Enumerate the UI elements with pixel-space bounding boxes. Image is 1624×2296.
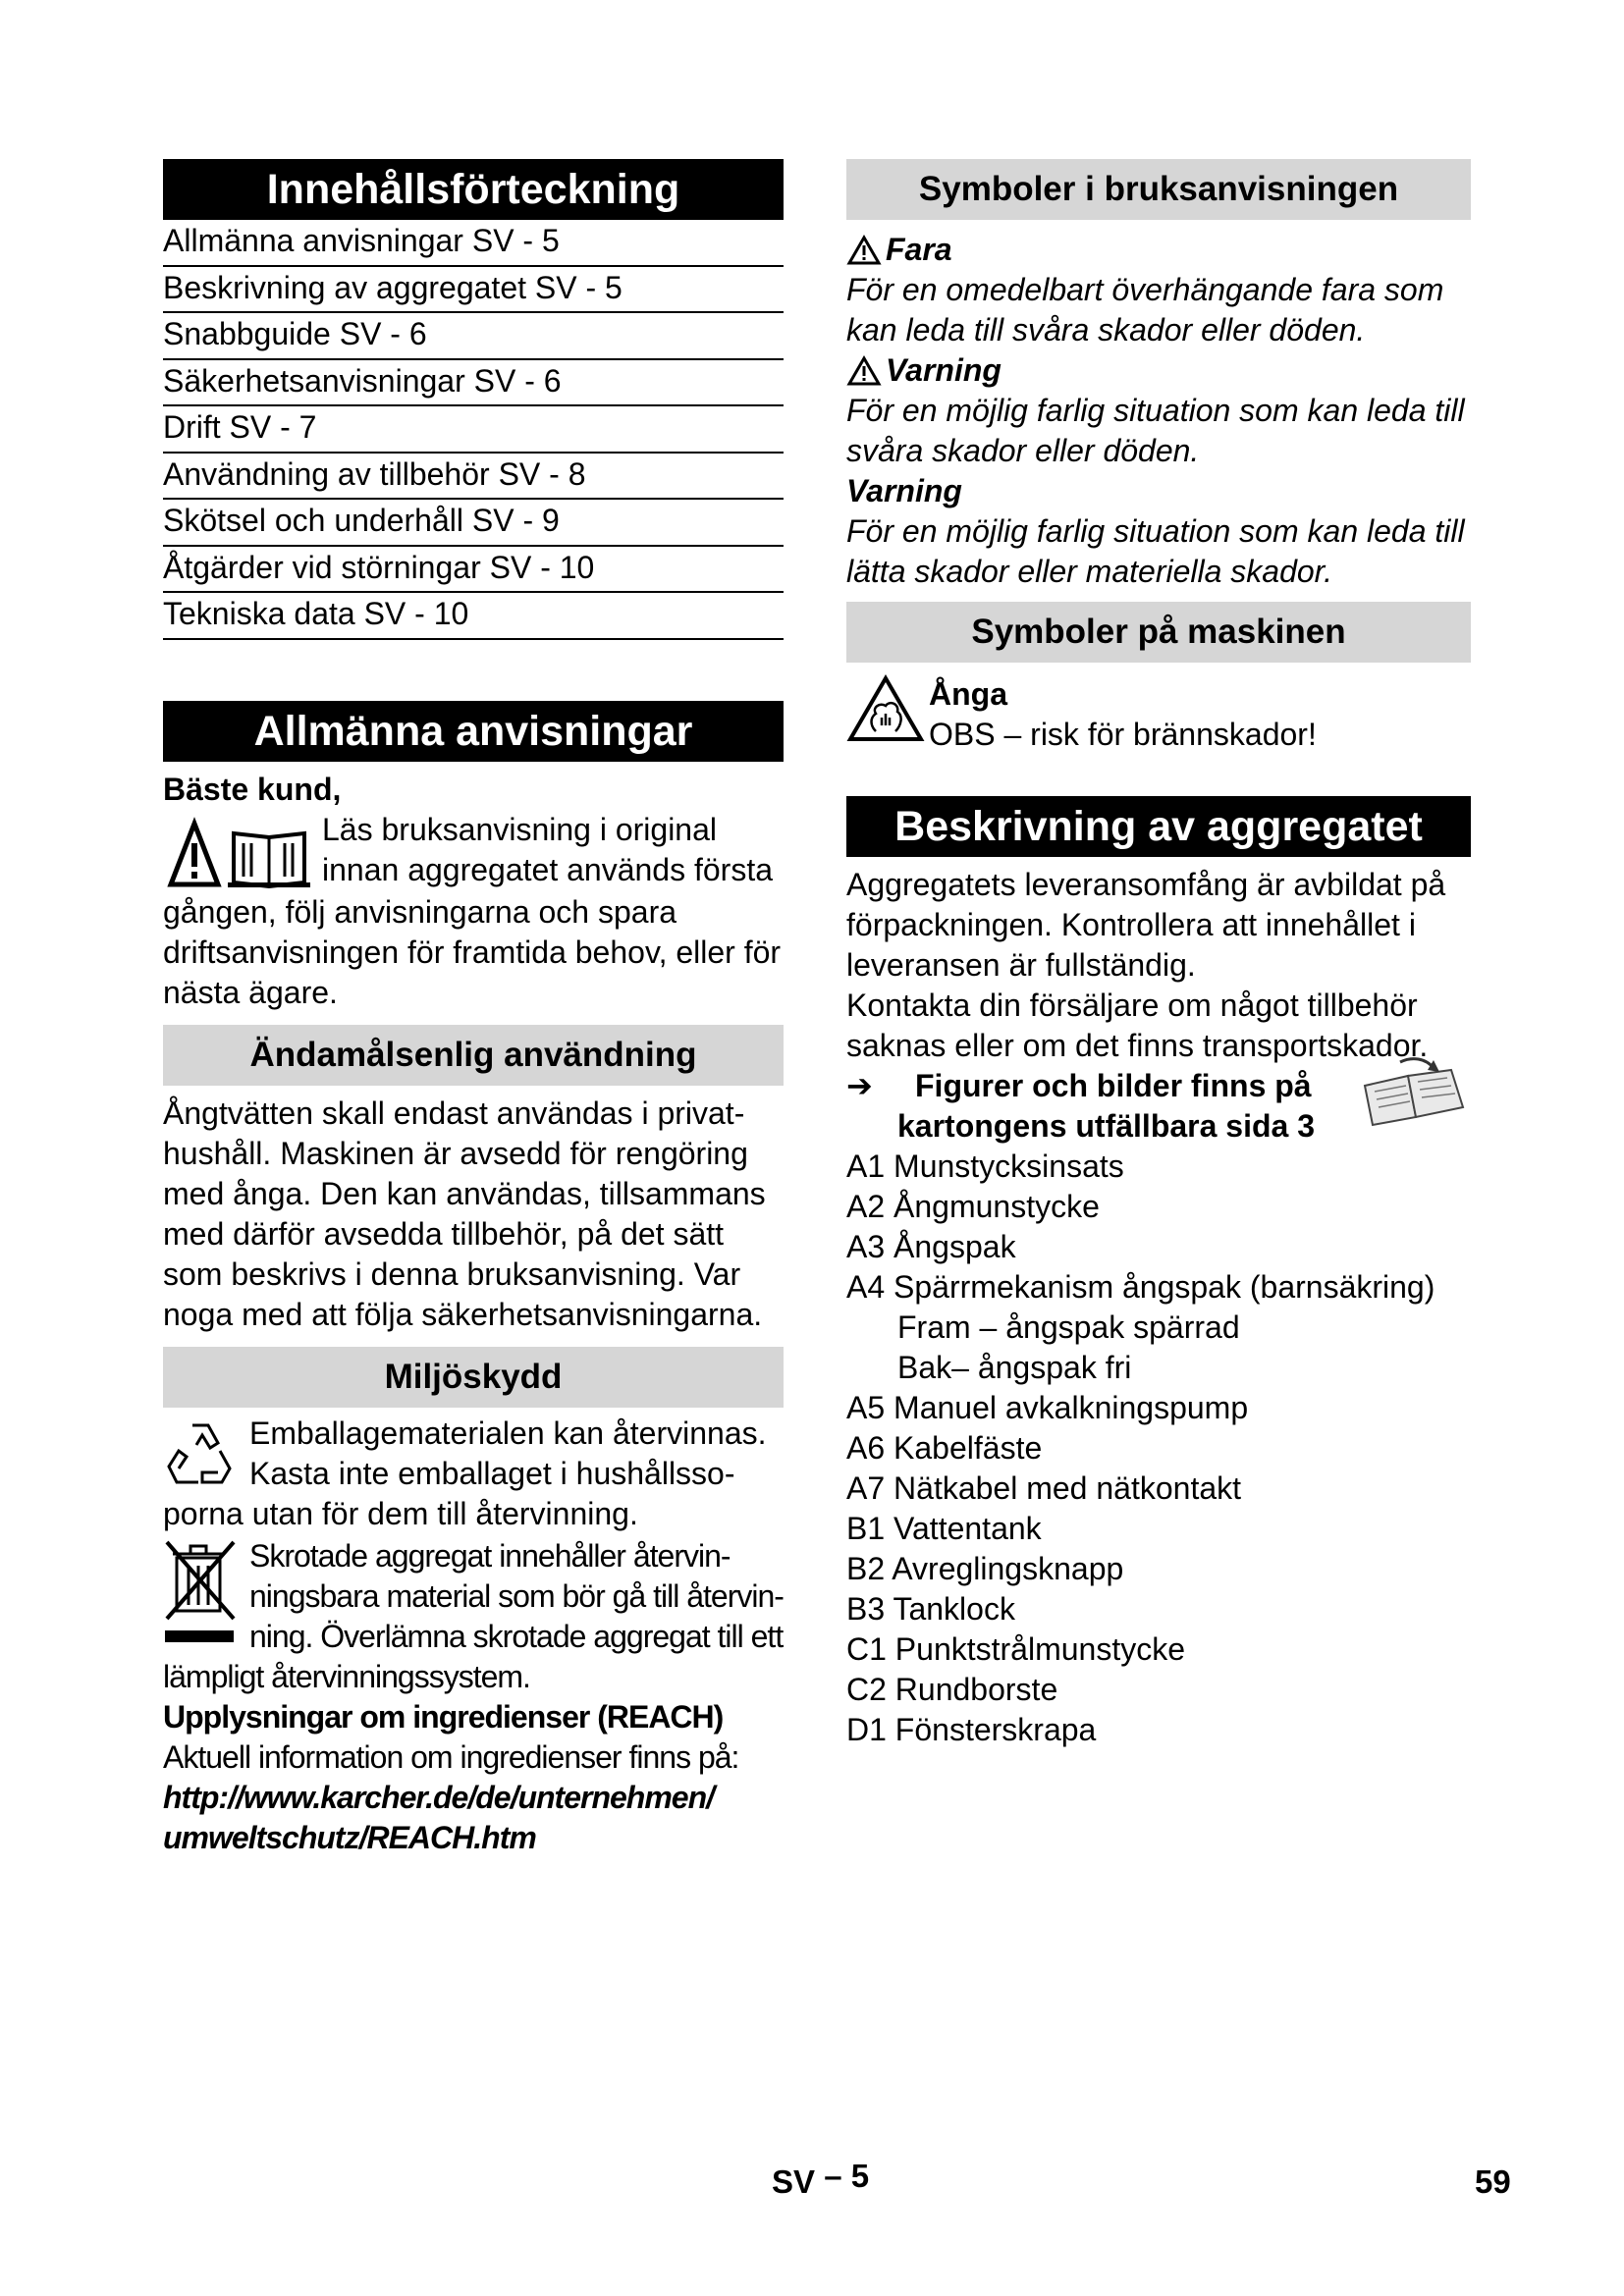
read-rest: gången, följ anvisningarna och spara driftsanvisningen för framtida behov, eller för nästa ägare. bbox=[163, 893, 782, 1010]
description-contact: Kontakta din försäljare om något tillbehör saknas eller om det finns transportskador. bbox=[846, 988, 1429, 1063]
scrap-line-3: ning. Överlämna skrotade aggregat till ett bbox=[249, 1618, 784, 1654]
warning-triangle-icon bbox=[846, 355, 882, 387]
reach-heading: Upplysningar om ingredienser (REACH) bbox=[163, 1698, 724, 1735]
crossed-bin-icon bbox=[163, 1536, 238, 1646]
caution-text: För en möjlig farlig situation som kan leda till lätta skador eller materiella skador. bbox=[846, 513, 1465, 589]
fold-out-page-icon bbox=[1361, 1056, 1469, 1129]
steam-text: OBS – risk för brännskador! bbox=[929, 717, 1317, 752]
environment-title: Miljöskydd bbox=[163, 1347, 784, 1408]
toc-item[interactable]: Användning av tillbehör SV - 8 bbox=[163, 454, 784, 501]
symbols-manual-title: Symboler i bruksanvisningen bbox=[846, 159, 1471, 220]
read-line-1: Läs bruksanvisning i original bbox=[322, 811, 717, 847]
description-intro: Aggregatets leveransomfång är avbildat på förpackningen. Kontrollera att innehållet i leveransen är fullständig. bbox=[846, 867, 1446, 983]
page-number: 59 bbox=[1475, 2163, 1511, 2200]
warning-text: För en möjlig farlig situation som kan leda till svåra skador eller döden. bbox=[846, 393, 1465, 468]
parts-list-a bbox=[846, 1147, 1471, 1750]
list-item: A4 Spärrmekanism ångspak (barnsäkring) bbox=[846, 1269, 1435, 1305]
packaging-line-1: Emballagematerialen kan återvinnas. bbox=[249, 1415, 767, 1451]
toc-item[interactable]: Säkerhetsanvisningar SV - 6 bbox=[163, 360, 784, 407]
toc-title: Innehållsförteckning bbox=[163, 159, 784, 220]
read-line-2: innan aggregatet används första bbox=[322, 851, 773, 887]
toc-item[interactable]: Drift SV - 7 bbox=[163, 406, 784, 454]
toc-item[interactable]: Åtgärder vid störningar SV - 10 bbox=[163, 547, 784, 594]
intended-use-text: Ångtvätten skall endast användas i privathushåll. Maskinen är avsedd för rengöring med ånga. Den kan användas, tillsammans med därför avsedda tillbehör, på det sätt som beskrivs i denna bruksanvisning. Var noga med att följa säkerhetsanvisningarna. bbox=[163, 1095, 766, 1332]
left-column bbox=[163, 159, 784, 1858]
toc-item[interactable]: Beskrivning av aggregatet SV - 5 bbox=[163, 267, 784, 314]
list-item: A5 Manuel avkalkningspump bbox=[846, 1390, 1249, 1425]
steam-symbol-block bbox=[846, 674, 1471, 755]
list-item: A3 Ångspak bbox=[846, 1229, 1016, 1264]
list-item: B2 Avreglingsknapp bbox=[846, 1551, 1124, 1586]
warning-label-row bbox=[846, 350, 1471, 391]
warning-book-icon bbox=[167, 816, 314, 892]
general-title: Allmänna anvisningar bbox=[163, 701, 784, 762]
scrap-line-2: ningsbara material som bör gå till återvin- bbox=[249, 1577, 784, 1614]
list-subitem: Fram – ångspak spärrad bbox=[897, 1309, 1240, 1345]
list-item: B3 Tanklock bbox=[846, 1591, 1015, 1627]
greeting: Bäste kund, bbox=[163, 771, 342, 807]
steam-warning-icon bbox=[846, 674, 925, 743]
symbols-machine-title: Symboler på maskinen bbox=[846, 602, 1471, 663]
reach-text: Aktuell information om ingredienser finns på: bbox=[163, 1738, 739, 1775]
list-item: C1 Punktstrålmunstycke bbox=[846, 1631, 1186, 1667]
danger-text: För en omedelbart överhängande fara som kan leda till svåra skador eller döden. bbox=[846, 272, 1444, 347]
packaging-line-2: Kasta inte emballaget i hushållsso- bbox=[249, 1455, 735, 1491]
footer-section bbox=[772, 2158, 869, 2201]
toc-item[interactable]: Tekniska data SV - 10 bbox=[163, 593, 784, 640]
intended-use-title: Ändamålsenlig användning bbox=[163, 1025, 784, 1086]
toc-item[interactable]: Skötsel och underhåll SV - 9 bbox=[163, 500, 784, 547]
scrap-line-4: lämpligt återvinningssystem. bbox=[163, 1658, 530, 1694]
read-manual-block bbox=[163, 810, 784, 1013]
arrow-right-icon: ➔ bbox=[846, 1068, 873, 1103]
list-item: A2 Ångmunstycke bbox=[846, 1189, 1100, 1224]
toc-item[interactable]: Allmänna anvisningar SV - 5 bbox=[163, 220, 784, 267]
footer-section-code: SV bbox=[772, 2163, 816, 2200]
pointer-line-2: kartongens utfällbara sida 3 bbox=[897, 1108, 1316, 1144]
toc-list bbox=[163, 220, 784, 640]
toc-item[interactable]: Snabbguide SV - 6 bbox=[163, 313, 784, 360]
recycle-icon bbox=[163, 1417, 238, 1494]
warning-label: Varning bbox=[886, 352, 1001, 388]
steam-label: Ånga bbox=[929, 676, 1007, 712]
danger-label: Fara bbox=[886, 232, 952, 267]
reach-url-line-2[interactable]: umweltschutz/REACH.htm bbox=[163, 1819, 536, 1855]
packaging-line-3: porna utan för dem till återvinning. bbox=[163, 1495, 638, 1531]
list-item: B1 Vattentank bbox=[846, 1511, 1042, 1546]
warning-triangle-icon bbox=[846, 235, 882, 266]
caution-label: Varning bbox=[846, 473, 962, 508]
list-subitem: Bak– ångspak fri bbox=[897, 1350, 1132, 1385]
right-column bbox=[846, 159, 1471, 1750]
footer-dash-page: – 5 bbox=[824, 2158, 870, 2194]
scrap-block bbox=[163, 1536, 784, 1697]
scrap-line-1: Skrotade aggregat innehåller återvin- bbox=[249, 1537, 731, 1574]
list-item: C2 Rundborste bbox=[846, 1672, 1058, 1707]
list-item: A7 Nätkabel med nätkontakt bbox=[846, 1470, 1242, 1506]
list-item: A6 Kabelfäste bbox=[846, 1430, 1043, 1466]
pointer-note bbox=[846, 1066, 1471, 1147]
pointer-line-1: Figurer och bilder finns på bbox=[915, 1068, 1312, 1103]
description-title: Beskrivning av aggregatet bbox=[846, 796, 1471, 857]
danger-label-row bbox=[846, 230, 1471, 270]
list-item: D1 Fönsterskrapa bbox=[846, 1712, 1097, 1747]
packaging-block bbox=[163, 1414, 784, 1534]
reach-url-line-1[interactable]: http://www.karcher.de/de/unternehmen/ bbox=[163, 1779, 715, 1815]
list-item: A1 Munstycksinsats bbox=[846, 1148, 1124, 1184]
